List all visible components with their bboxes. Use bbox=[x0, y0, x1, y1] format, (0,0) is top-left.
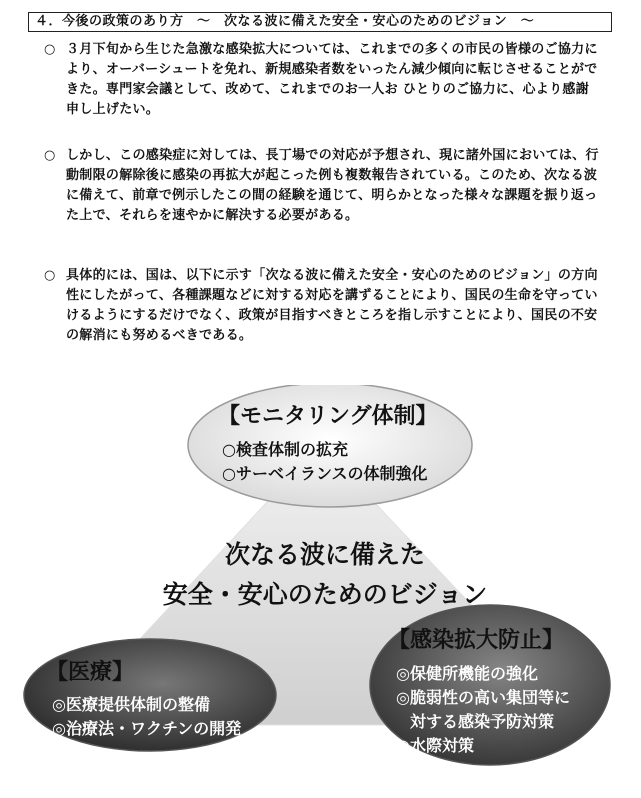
medical-title: 【医療】 bbox=[46, 660, 135, 685]
monitoring-item: ○検査体制の拡充 bbox=[222, 440, 348, 459]
paragraph-text: 具体的には、国は、以下に示す「次なる波に備えた安全・安心のためのビジョン」の方向性にしたがって、各種課題などに対する対応を講ずることにより、国民の生命を守っていけるようにするだけでなく、政策が目指すべきところを指し示すことにより、国民の不安の解消にも努めるべきである。 bbox=[66, 268, 598, 343]
monitoring-title: 【モニタリング体制】 bbox=[218, 404, 438, 429]
vision-diagram bbox=[0, 385, 641, 798]
paragraph-1 bbox=[44, 40, 600, 120]
section-heading: ４．今後の政策のあり方 ～ 次なる波に備えた安全・安心のためのビジョン ～ bbox=[28, 12, 612, 32]
infection-item: ◎保健所機能の強化 bbox=[396, 664, 538, 683]
paragraph-text: ３月下旬から生じた急激な感染拡大については、これまでの多くの市民の皆様のご協力により、オーバーシュートを免れ、新規感染者数をいったん減少傾向に転じさせることができた。専門家会議として、改めて、これまでのお一人お ひとりのご協力に、心より感謝申し上げたい。 bbox=[66, 42, 598, 117]
paragraph-bullet: ○ bbox=[44, 268, 56, 283]
medical-item: ◎治療法・ワクチンの開発 bbox=[52, 719, 242, 738]
paragraph-bullet: ○ bbox=[44, 42, 56, 57]
paragraph-text: しかし、この感染症に対しては、長丁場での対応が予想され、現に諸外国においては、行動制限の解除後に感染の再拡大が起こった例も複数報告されている。このため、次なる波に備えて、前章で例示したこの間の経験を通じて、明らかとなった様々な課題を振り返った上で、それらを速やかに解決する必要がある。 bbox=[66, 148, 599, 223]
vision-title-line-2: 安全・安心のためのビジョン bbox=[162, 580, 488, 609]
infection-item: ◎水際対策 bbox=[396, 736, 474, 755]
medical-item: ◎医療提供体制の整備 bbox=[52, 695, 210, 714]
infection-item: ◎脆弱性の高い集団等に bbox=[396, 688, 570, 707]
vision-title-line-1: 次なる波に備えた bbox=[224, 540, 425, 569]
infection-title: 【感染拡大防止】 bbox=[388, 628, 565, 653]
paragraph-bullet: ○ bbox=[44, 148, 56, 163]
paragraph-2 bbox=[44, 146, 600, 226]
paragraph-3 bbox=[44, 266, 600, 346]
infection-item: 対する感染予防対策 bbox=[410, 712, 555, 731]
monitoring-item: ○サーベイランスの体制強化 bbox=[222, 464, 428, 483]
